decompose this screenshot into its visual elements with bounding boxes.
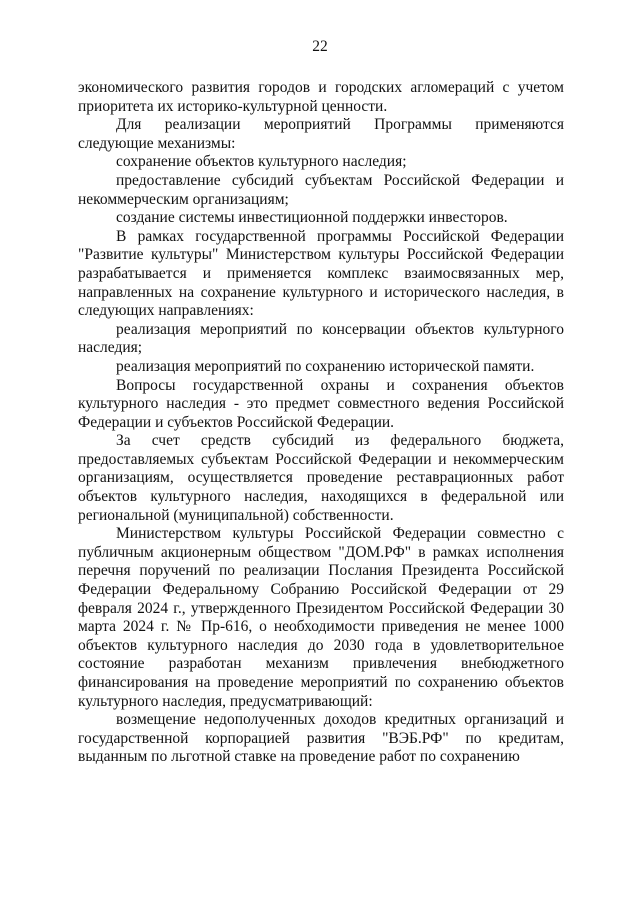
paragraph: предоставление субсидий субъектам Российской Федерации и некоммерческим организациям; xyxy=(78,171,564,208)
page-number: 22 xyxy=(312,38,328,55)
paragraph: сохранение объектов культурного наследия; xyxy=(116,153,407,171)
paragraph: Для реализации мероприятий Программы применяются следующие механизмы: xyxy=(78,116,564,152)
document-body xyxy=(78,79,564,767)
paragraph: В рамках государственной программы Российской Федерации "Развитие культуры" Министерством культуры Российской Федерации разрабатывается и применяется комплекс взаимосвязанных мер, направленных на сохранение культурного и исторического наследия, в следующих направлениях: xyxy=(78,227,564,320)
paragraph: создание системы инвестиционной поддержки инвесторов. xyxy=(116,209,508,227)
paragraph: экономического развития городов и городских агломераций с учетом приоритета их историко-культурной ценности. xyxy=(78,79,564,115)
paragraph: реализация мероприятий по консервации объектов культурного наследия; xyxy=(78,320,564,357)
paragraph: За счет средств субсидий из федерального бюджета, предоставляемых субъектам Российской Федерации и некоммерческим организациям, осуществляется проведение реставрационных работ объектов культурного наследия, находящихся в федеральной или региональной (муниципальной) собственности. xyxy=(78,432,564,524)
paragraph: реализация мероприятий по сохранению исторической памяти. xyxy=(116,357,535,375)
paragraph: Министерством культуры Российской Федерации совместно с публичным акционерным обществом "ДОМ.РФ" в рамках исполнения перечня поручений по реализации Послания Президента Российской Федерации Федеральному Собранию Российской Федерации от 29 февраля 2024 г., утвержденного Президентом Российской Федерации 30 марта 2024 г. № Пр-616, о необходимости приведения не менее 1000 объектов культурного наследия до 2030 года в удовлетворительное состояние разработан механизм привлечения внебюджетного финансирования на проведение мероприятий по сохранению объектов культурного наследия, предусматривающий: xyxy=(78,525,564,710)
paragraph: Вопросы государственной охраны и сохранения объектов культурного наследия - это предмет совместного ведения Российской Федерации и субъектов Российской Федерации. xyxy=(78,376,564,431)
paragraph: возмещение недополученных доходов кредитных организаций и государственной корпорацией развития "ВЭБ.РФ" по кредитам, выданным по льготной ставке на проведение работ по сохранению xyxy=(78,711,564,766)
